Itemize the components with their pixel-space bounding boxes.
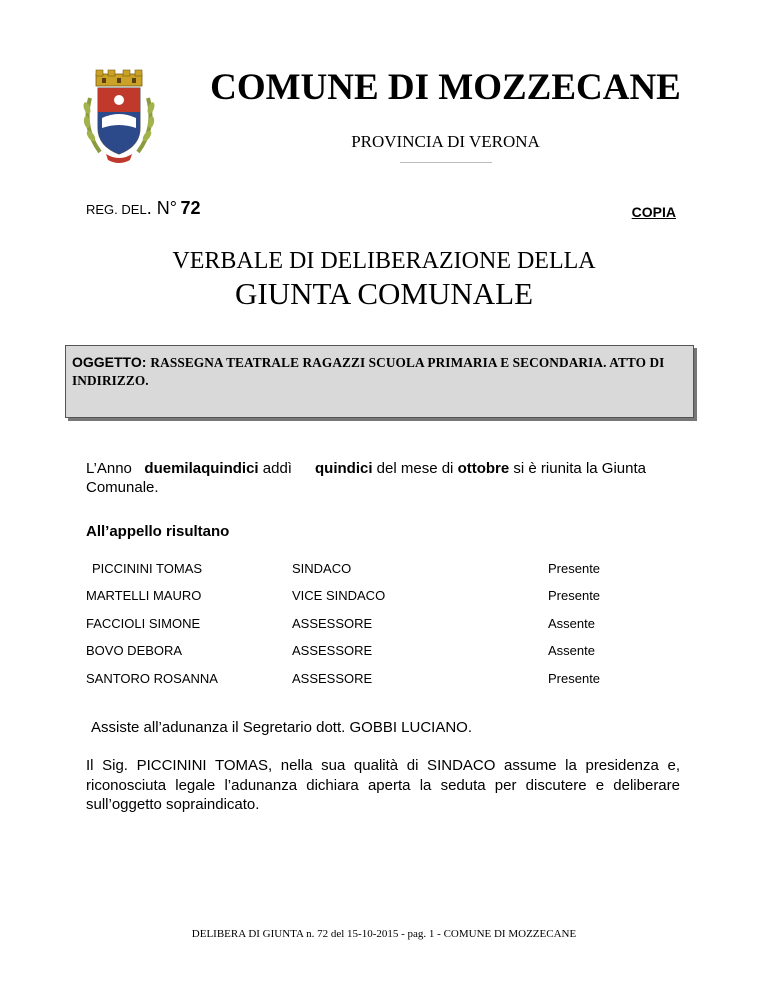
- date-paragraph-left: [86, 459, 296, 497]
- text-addi: addì: [262, 460, 292, 477]
- day-text: quindici: [315, 460, 373, 477]
- member-status: Presente: [548, 588, 601, 603]
- subject-label: OGGETTO:: [72, 354, 147, 370]
- subject-text: RASSEGNA TEATRALE RAGAZZI SCUOLA PRIMARIA E SECONDARIA. ATTO DI INDIRIZZO.: [72, 355, 665, 388]
- member-role: ASSESSORE: [292, 616, 373, 631]
- registration-number: [86, 198, 201, 219]
- member-status: Presente: [548, 561, 601, 576]
- municipality-title: COMUNE DI MOZZECANE: [210, 67, 681, 108]
- member-status: Presente: [548, 671, 601, 686]
- member-role: VICE SINDACO: [292, 588, 386, 603]
- secretary-paragraph: Assiste all’adunanza il Segretario dott. GOBBI LUCIANO.: [91, 719, 473, 736]
- heading-line-2: GIUNTA COMUNALE: [234, 276, 534, 311]
- date-paragraph-right: [315, 459, 682, 478]
- province-name: PROVINCIA DI VERONA: [351, 132, 540, 151]
- member-status: Assente: [548, 616, 595, 631]
- page-footer: DELIBERA DI GIUNTA n. 72 del 15-10-2015 - pag. 1 - COMUNE DI MOZZECANE: [191, 928, 577, 940]
- reg-number-sign: . N°: [146, 198, 177, 218]
- subject-box: [65, 345, 694, 418]
- member-name: BOVO DEBORA: [86, 643, 183, 658]
- reg-number: 72: [180, 198, 201, 218]
- member-status: Assente: [548, 643, 595, 658]
- text-anno: L’Anno: [86, 460, 132, 477]
- divider: [400, 162, 492, 163]
- member-role: ASSESSORE: [292, 671, 373, 686]
- year-text: duemilaquindici: [144, 460, 259, 477]
- member-name: MARTELLI MAURO: [86, 588, 202, 603]
- reg-prefix: REG. DEL: [86, 202, 147, 217]
- member-name: FACCIOLI SIMONE: [86, 616, 201, 631]
- member-role: ASSESSORE: [292, 643, 373, 658]
- text-comunale: Comunale.: [86, 479, 159, 496]
- member-name: PICCININI TOMAS: [92, 561, 203, 576]
- copy-label: COPIA: [631, 204, 676, 220]
- heading-line-1: VERBALE DI DELIBERAZIONE DELLA: [172, 248, 596, 274]
- month-text: ottobre: [457, 460, 510, 477]
- presidency-paragraph: Il Sig. PICCININI TOMAS, nella sua qualità di SINDACO assume la presidenza e, riconosciuta legale l’adunanza dichiara aperta la seduta per discutere e deliberare sull’oggetto sopraindicato.: [86, 757, 680, 813]
- attendance-heading: All’appello risultano: [86, 523, 230, 540]
- member-name: SANTORO ROSANNA: [86, 671, 218, 686]
- text-mese: del mese di: [376, 460, 454, 477]
- text-riunita: si è riunita la Giunta: [513, 460, 646, 477]
- member-role: SINDACO: [292, 561, 352, 576]
